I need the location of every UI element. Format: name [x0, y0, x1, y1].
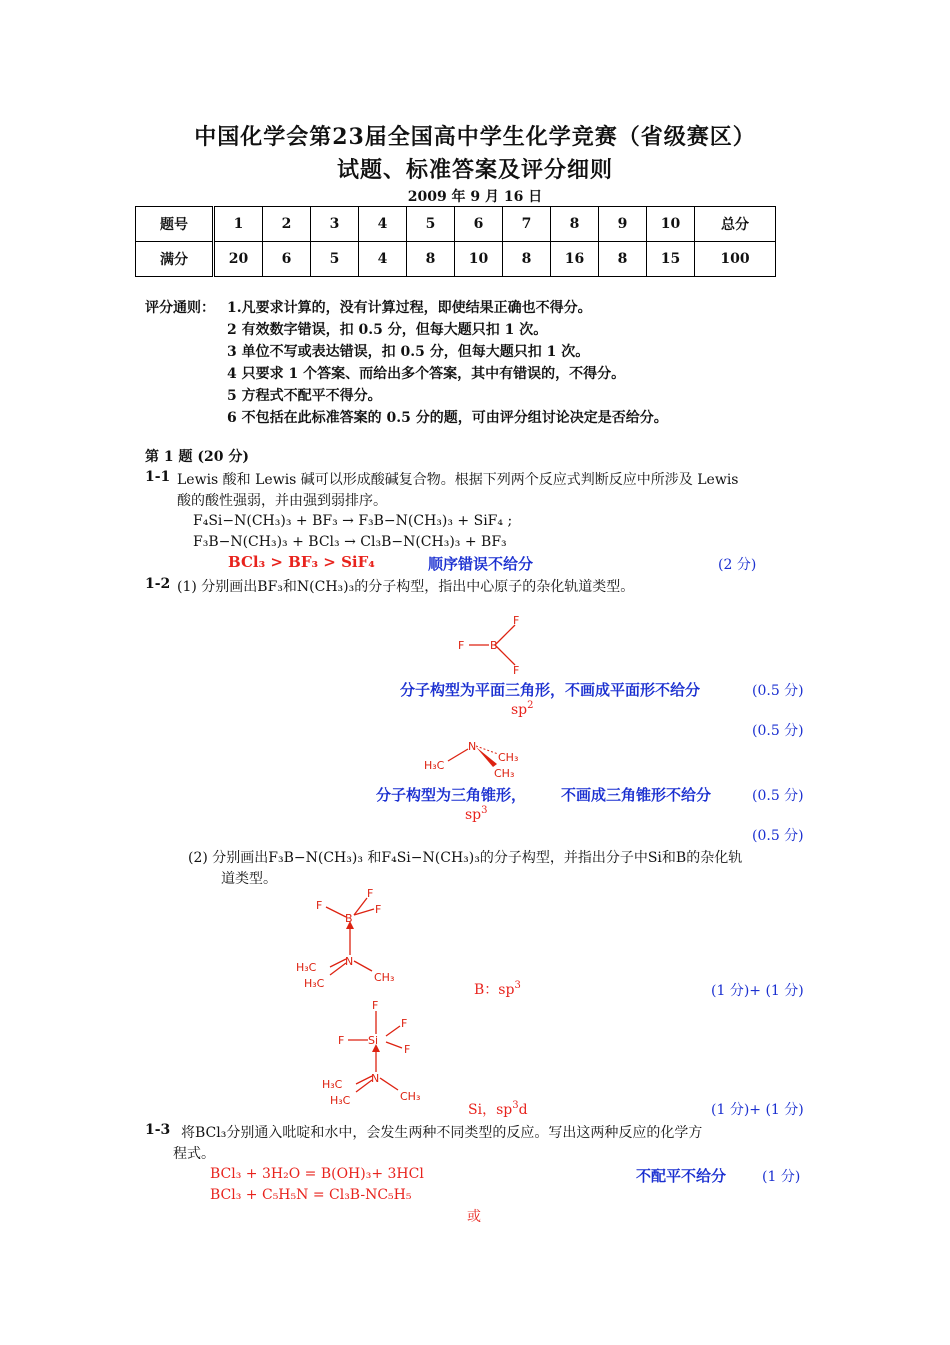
atom-label: CH₃: [494, 767, 515, 780]
page-title: 中国化学会第23届全国高中学生化学竞赛（省级赛区）: [194, 124, 756, 150]
atom-label: F: [367, 887, 374, 900]
answer: BCl₃ > BF₃ > SiF₄: [228, 553, 375, 571]
table-row: [136, 242, 776, 277]
f4si-nme3-structure: [318, 998, 438, 1116]
table-cell: 20: [214, 242, 263, 277]
table-cell: 8: [551, 207, 599, 242]
table-row: [136, 207, 776, 242]
question-heading: 第 1 题 (20 分): [145, 449, 249, 465]
rule-item: 2 有效数字错误，扣 0.5 分，但每大题只扣 1 次。: [227, 322, 548, 338]
scoring-note: 不配平不给分: [636, 1167, 727, 1185]
scoring-note: 顺序错误不给分: [428, 555, 534, 573]
hybridization: B：$sp^3$: [474, 980, 521, 998]
atom-label: H₃C: [296, 961, 317, 974]
score-value: (0.5 分): [752, 683, 804, 699]
atom-label: H₃C: [424, 759, 445, 772]
question-text: 酸的酸性强弱，并由强到弱排序。: [177, 493, 387, 509]
rule-item: 6 不包括在此标准答案的 0.5 分的题，可由评分组讨论决定是否给分。: [227, 410, 668, 426]
table-cell: 10: [455, 242, 503, 277]
atom-label: H₃C: [330, 1094, 351, 1107]
atom-label: B: [490, 639, 498, 652]
table-cell: 8: [599, 242, 647, 277]
atom-label: F: [375, 903, 382, 916]
rule-item: 3 单位不写或表达错误，扣 0.5 分，但每大题只扣 1 次。: [227, 344, 590, 360]
or-label: 或: [467, 1209, 481, 1225]
table-cell: 1: [214, 207, 263, 242]
table-cell: 5: [407, 207, 455, 242]
table-cell: 100: [695, 242, 776, 277]
score-value: (0.5 分): [752, 723, 804, 739]
question-text: 道类型。: [221, 871, 277, 887]
hybridization: $sp^2$: [511, 700, 534, 718]
question-number: 1-2: [145, 576, 171, 592]
atom-label: CH₃: [374, 971, 395, 984]
table-header-cell: 满分: [136, 242, 214, 277]
question-text: Lewis 酸和 Lewis 碱可以形成酸碱复合物。根据下列两个反应式判断反应中所涉及 Lewis: [177, 472, 739, 488]
table-cell: 9: [599, 207, 647, 242]
rule-item: 5 方程式不配平不得分。: [227, 388, 382, 404]
table-header-cell: 题号: [136, 207, 214, 242]
rule-item: 4 只要求 1 个答案、而给出多个答案，其中有错误的，不得分。: [227, 366, 626, 382]
page-subtitle: 试题、标准答案及评分细则: [336, 157, 613, 183]
table-cell: 16: [551, 242, 599, 277]
equation-answer: BCl₃ + C₅H₅N = Cl₃B-NC₅H₅: [210, 1187, 412, 1203]
table-cell: 7: [503, 207, 551, 242]
question-number: 1-3: [145, 1122, 171, 1138]
equation-answer: BCl₃ + 3H₂O = B(OH)₃+ 3HCl: [210, 1166, 424, 1182]
atom-label: N: [371, 1072, 380, 1085]
atom-label: F: [513, 614, 520, 627]
table-cell: 10: [647, 207, 695, 242]
question-text: 程式。: [173, 1146, 215, 1162]
f3b-nme3-structure: [290, 885, 420, 995]
atom-label: F: [404, 1043, 411, 1056]
atom-label: F: [338, 1034, 345, 1047]
rules-label: 评分通则：: [145, 300, 215, 316]
score-table: [135, 206, 776, 277]
score-value: (1 分)+ (1 分): [711, 1102, 804, 1118]
scoring-note: 分子构型为三角锥形，: [376, 786, 527, 804]
atom-label: F: [316, 899, 323, 912]
exam-date: 2009 年 9 月 16 日: [407, 189, 543, 205]
table-cell: 15: [647, 242, 695, 277]
question-text: 将BCl₃分别通入吡啶和水中，会发生两种不同类型的反应。写出这两种反应的化学方: [181, 1125, 703, 1141]
atom-label: B: [345, 912, 353, 925]
atom-label: CH₃: [498, 751, 519, 764]
equation: F₃B−N(CH₃)₃ + BCl₃ → Cl₃B−N(CH₃)₃ + BF₃: [193, 534, 507, 550]
atom-label: F: [372, 999, 379, 1012]
table-cell: 6: [263, 242, 311, 277]
bf3-structure: [455, 612, 535, 680]
score-value: (2 分): [718, 557, 757, 573]
atom-label: H₃C: [322, 1078, 343, 1091]
atom-label: N: [468, 740, 477, 753]
score-value: (1 分): [762, 1169, 801, 1185]
atom-label: N: [345, 955, 354, 968]
table-cell: 3: [311, 207, 359, 242]
atom-label: F: [513, 664, 520, 677]
atom-label: F: [401, 1017, 408, 1030]
table-cell: 6: [455, 207, 503, 242]
nme3-structure: [420, 735, 530, 783]
hybridization: Si，$sp^3d$: [468, 1100, 528, 1118]
equation: F₄Si−N(CH₃)₃ + BF₃ → F₃B−N(CH₃)₃ + SiF₄ ;: [193, 513, 513, 529]
atom-label: CH₃: [400, 1090, 421, 1103]
table-cell: 总分: [695, 207, 776, 242]
atom-label: F: [458, 639, 465, 652]
table-cell: 8: [503, 242, 551, 277]
rule-item: 1.凡要求计算的，没有计算过程，即使结果正确也不得分。: [227, 300, 592, 316]
table-cell: 5: [311, 242, 359, 277]
table-cell: 4: [359, 242, 407, 277]
question-number: 1-1: [145, 469, 171, 485]
table-cell: 8: [407, 242, 455, 277]
score-value: (1 分)+ (1 分): [711, 983, 804, 999]
atom-label: H₃C: [304, 977, 325, 990]
score-value: (0.5 分): [752, 788, 804, 804]
score-value: (0.5 分): [752, 828, 804, 844]
table-cell: 4: [359, 207, 407, 242]
table-cell: 2: [263, 207, 311, 242]
question-text: (2) 分别画出F₃B−N(CH₃)₃ 和F₄Si−N(CH₃)₃的分子构型，并指出分子中Si和B的杂化轨: [188, 850, 743, 866]
atom-label: Si: [368, 1034, 379, 1047]
question-text: (1) 分别画出BF₃和N(CH₃)₃的分子构型，指出中心原子的杂化轨道类型。: [177, 579, 635, 595]
scoring-note: 分子构型为平面三角形，不画成平面形不给分: [400, 681, 701, 699]
hybridization: $sp^3$: [465, 805, 488, 823]
scoring-note: 不画成三角锥形不给分: [561, 786, 712, 804]
